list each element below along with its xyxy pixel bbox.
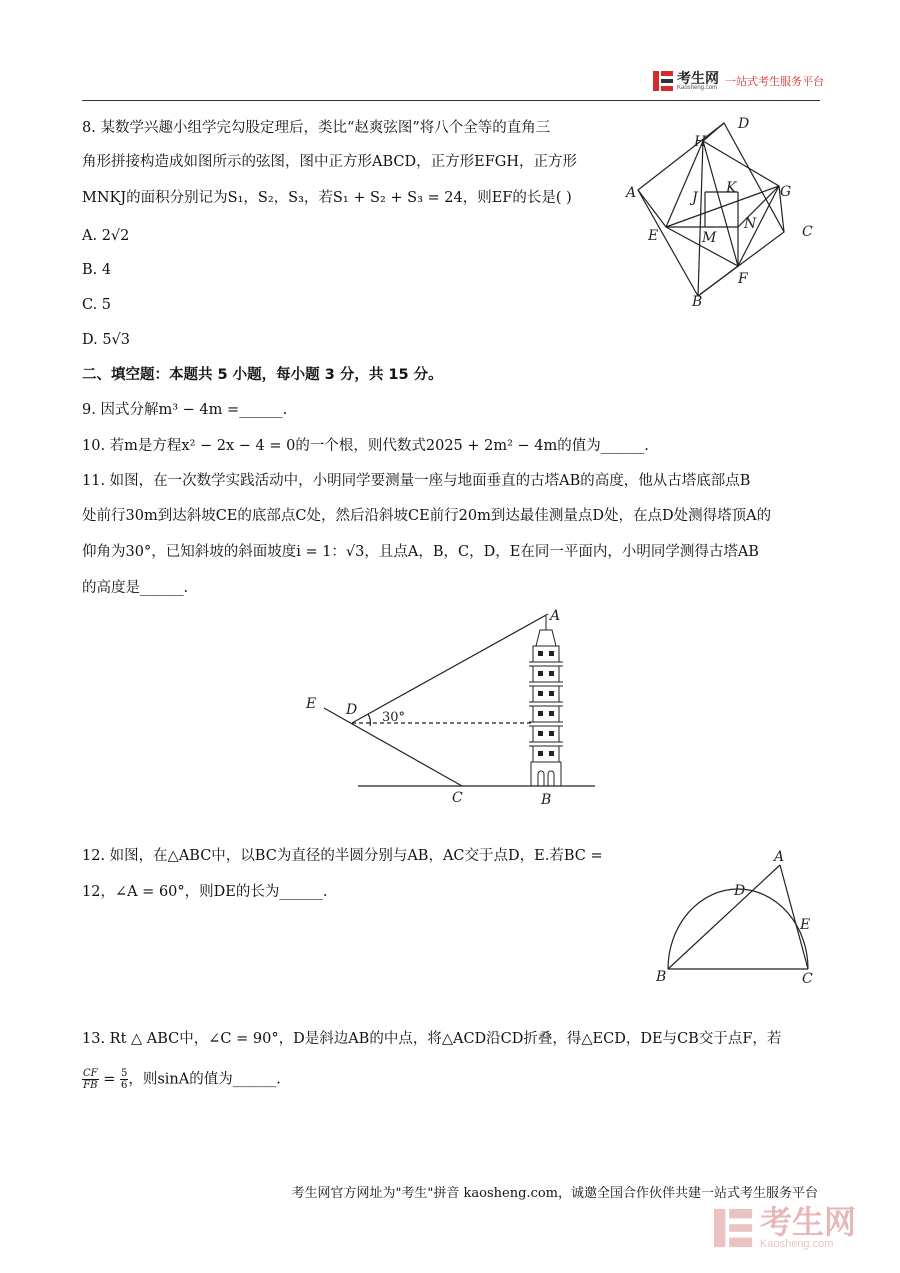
label-a: A — [550, 608, 561, 624]
watermark-text: 考生网 — [760, 1204, 857, 1240]
q12-figure-semicircle — [650, 845, 820, 990]
label-j: J — [692, 190, 698, 206]
line-h-b — [698, 141, 703, 296]
line-e-a — [638, 190, 666, 227]
label-d: D — [346, 702, 358, 718]
frac-numerator: CF — [83, 1068, 98, 1079]
q11-line2: 处前行30m到达斜坡CE的底部点C处，然后沿斜坡CE前行20m到达最佳测量点D处，在点D处测得塔顶A的 — [82, 508, 772, 524]
label-a: A — [774, 849, 785, 865]
line-f-b — [698, 266, 738, 296]
q13-line1: 13. Rt △ ABC中，∠C = 90°，D是斜边AB的中点，将△ACD沿CD折叠，得△ECD，DE与CB交于点F，若 — [82, 1031, 782, 1047]
header-slogan: 一站式考生服务平台 — [725, 76, 824, 88]
q11-figure-pagoda — [300, 604, 610, 814]
frac-val-numerator: 5 — [120, 1068, 128, 1079]
frac-val-denominator: 6 — [120, 1080, 128, 1091]
pagoda-tower — [529, 616, 563, 786]
label-e: E — [306, 696, 317, 712]
label-e: E — [800, 917, 811, 933]
header-divider — [82, 100, 820, 101]
q13-line2 — [82, 1068, 281, 1091]
watermark-logo-icon — [712, 1207, 754, 1249]
sight-line-da — [352, 614, 548, 723]
frac-equals: = — [103, 1071, 120, 1088]
q11-line3: 仰角为30°，已知斜坡的斜面坡度i = 1：√3，且点A，B，C，D，E在同一平面内，小明同学测得古塔AB — [82, 544, 759, 560]
frac-denominator: FB — [83, 1080, 98, 1091]
label-c: C — [802, 224, 813, 240]
q11-line1: 11. 如图，在一次数学实践活动中，小明同学要测量一座与地面垂直的古塔AB的高度，他从古塔底部点B — [82, 473, 751, 489]
header-logo — [652, 70, 824, 92]
q8-line1: 8. 某数学兴趣小组学完勾股定理后，类比“赵爽弦图”将八个全等的直角三 — [82, 120, 551, 136]
angle-arc — [368, 714, 370, 726]
q12-line2: 12，∠A = 60°，则DE的长为______. — [82, 884, 328, 900]
label-k: K — [726, 180, 737, 196]
q8-line2: 角形拼接构造成如图所示的弦图，图中正方形ABCD，正方形EFGH，正方形 — [82, 154, 577, 170]
q8-option-a: A. 2√2 — [82, 228, 130, 244]
label-b: B — [692, 294, 703, 310]
q8-option-d: D. 5√3 — [82, 332, 131, 348]
q12-line1: 12. 如图，在△ABC中，以BC为直径的半圆分别与AB，AC交于点D，E.若BC = — [82, 848, 603, 864]
label-b: B — [656, 969, 667, 985]
label-c: C — [452, 790, 463, 806]
label-d: D — [738, 116, 750, 132]
label-f: F — [738, 271, 748, 287]
label-n: N — [744, 216, 757, 232]
q8-figure-zhao-shuang-diagram — [620, 108, 820, 313]
q11-line4: 的高度是______. — [82, 580, 189, 596]
footer-text: 考生网官方网址为"考生"拼音 kaosheng.com，诚邀全国合作伙伴共建一站式考生服务平台 — [291, 1186, 818, 1201]
q13-line2-rest: ，则sinA的值为______. — [128, 1071, 281, 1088]
q10: 10. 若m是方程x² − 2x − 4 = 0的一个根，则代数式2025 + 2m² − 4m的值为______. — [82, 438, 649, 454]
q8-option-c: C. 5 — [82, 297, 112, 313]
label-h: H — [694, 134, 707, 150]
semicircle-bc — [668, 889, 811, 969]
label-angle-30: 30° — [382, 710, 406, 725]
label-g: G — [780, 184, 792, 200]
q8-line3: MNKJ的面积分别记为S₁，S₂，S₃，若S₁ + S₂ + S₃ = 24，则EF的长是( ) — [82, 190, 572, 206]
line-h-f — [703, 141, 738, 266]
watermark — [712, 1206, 856, 1250]
square-abcd — [638, 123, 784, 296]
logo-name: 考生网 — [677, 70, 719, 86]
label-m: M — [702, 230, 717, 246]
q8-option-b: B. 4 — [82, 262, 112, 278]
label-d: D — [734, 883, 746, 899]
fraction-cf-fb — [82, 1068, 99, 1091]
label-e: E — [648, 228, 659, 244]
label-b: B — [541, 792, 552, 808]
q9: 9. 因式分解m³ − 4m =______. — [82, 402, 288, 418]
label-a: A — [626, 185, 637, 201]
label-c: C — [802, 971, 813, 987]
logo-domain: Kaosheng.com — [677, 85, 718, 91]
kaosheng-logo-icon — [652, 70, 674, 92]
section-2-heading: 二、填空题：本题共 5 小题，每小题 3 分，共 15 分。 — [82, 367, 443, 383]
watermark-domain: Kaosheng.com — [760, 1238, 834, 1250]
